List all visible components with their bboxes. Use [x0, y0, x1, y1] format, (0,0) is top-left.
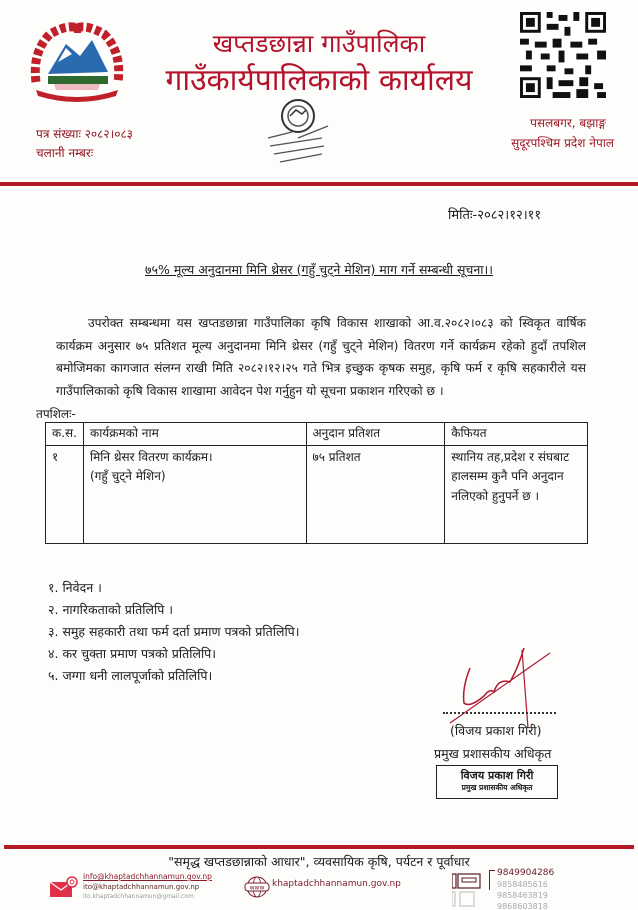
header-program-name: कार्यक्रमको नाम — [83, 423, 306, 446]
email-link-2[interactable]: ito@khaptadchhannamun.gov.np — [83, 883, 200, 891]
cell-remarks: स्थानिय तह,प्रदेश र संघबाट हालसम्म कुनै पनि अनुदान नलिएको हुनुपर्ने छ । — [445, 445, 588, 543]
signatory-role: प्रमुख प्रशासकीय अधिकृत — [434, 746, 552, 761]
document-item: २. नागरिकताको प्रतिलिपि । — [48, 602, 174, 617]
stamp-name: विजय प्रकाश गिरी — [460, 769, 534, 782]
email-icon — [50, 876, 78, 898]
office-seal-stamp-icon — [262, 94, 334, 174]
website-link[interactable]: khaptadchhannamun.gov.np — [272, 879, 401, 889]
details-label: तपशिलः- — [36, 407, 76, 421]
phone-number-3[interactable]: 9858463819 — [497, 891, 548, 900]
phone-number-2[interactable]: 9858485616 — [497, 880, 548, 889]
header-subsidy-percent: अनुदान प्रतिशत — [306, 423, 445, 446]
email-link-3[interactable]: ito.khaptadchhannamun@gmail.com — [83, 893, 194, 900]
address-line-2: सुदूरपश्चिम प्रदेश नेपाल — [511, 136, 614, 150]
document-item: ५. जग्गा धनी लालपूर्जाको प्रतिलिपि। — [48, 668, 213, 683]
footer-divider — [4, 845, 634, 849]
svg-text:www: www — [249, 884, 265, 892]
program-line-2: (गहुँ चुट्ने मेशिन) — [89, 469, 166, 483]
table-header-row — [46, 423, 588, 446]
notice-body — [56, 312, 586, 402]
municipality-name: खप्तडछान्ना गाउँपालिका — [212, 29, 426, 58]
signature-icon — [440, 648, 560, 728]
fax-phone-icon — [452, 872, 484, 908]
notice-subject: ७५% मूल्य अनुदानमा मिनि थ्रेसर (गहुँ चुट्ने मेशिन) माग गर्ने सम्बन्धी सूचना।। — [144, 262, 494, 277]
cell-sn: १ — [46, 445, 84, 543]
footer-slogan: "समृद्ध खप्तडछान्नाको आधार", व्यवसायिक कृषि, पर्यटन र पूर्वाधार — [168, 854, 470, 869]
cell-percent: ७५ प्रतिशत — [306, 445, 445, 543]
document-item: ४. कर चुक्ता प्रमाण पत्रको प्रतिलिपि। — [48, 646, 217, 661]
header-sn: क.स. — [46, 423, 84, 446]
program-table — [45, 422, 588, 544]
footer-emails — [83, 872, 212, 902]
office-name: गाउँकार्यपालिकाको कार्यालय — [165, 63, 473, 98]
signatory-name: (विजय प्रकाश गिरी) — [450, 723, 542, 738]
stamp-role: प्रमुख प्रशासकीय अधिकृत — [461, 783, 533, 792]
signatory-stamp — [436, 765, 558, 799]
globe-www-icon — [244, 876, 270, 898]
notice-body-text: उपरोक्त सम्बन्धमा यस खप्तडछान्ना गाउँपालिका कृषि विकास शाखाको आ.व.२०८२।०८३ को स्विकृत वार्षिक कार्यक्रम अनुसार ७५ प्रतिशत मूल्य अनुदानमा मिनि थ्रेसर (गहुँ चुट्ने मेशिन) वितरण गर्ने कार्यक्रम रहेको हुदाँ तपशिल बमोजिमका कागजात संलग्न राखी मिति २०८२।१२।२५ गते भित्र इच्छुक कृषक समुह, कृषि फर्म र कृषि सहकारीले यस गाउँपालिकाको कृषि विकास शाखामा आवेदन पेश गर्नुहुन यो सूचना प्रकाशन गरिएको छ । — [56, 316, 586, 398]
phone-bracket — [489, 870, 495, 890]
qr-code-icon — [520, 12, 606, 98]
document-item: ३. समुह सहकारी तथा फर्म दर्ता प्रमाण पत्रको प्रतिलिपि। — [48, 624, 300, 639]
letter-number: पत्र संख्याः २०८२।०८३ — [36, 127, 133, 141]
dispatch-number: चलानी नम्बरः — [36, 146, 94, 160]
document-item: १. निवेदन । — [48, 580, 102, 595]
header-divider — [0, 182, 638, 186]
table-row — [46, 445, 588, 543]
date: मितिः-२०८२।१२।११ — [448, 208, 542, 223]
email-link-1[interactable]: info@khaptadchhannamun.gov.np — [83, 872, 212, 881]
phone-number-1[interactable]: 9849904286 — [497, 868, 555, 878]
address-line-1: पसलबगर, बझाङ्ग — [530, 116, 606, 130]
signature-line — [443, 712, 556, 714]
required-documents-list — [48, 577, 300, 687]
phone-number-4[interactable]: 9868603818 — [497, 902, 548, 910]
cell-program — [83, 445, 306, 543]
program-line-1: मिनि थ्रेसर वितरण कार्यक्रम। — [89, 449, 213, 464]
footer-phones — [497, 868, 554, 910]
header-remarks: कैफियत — [445, 423, 588, 446]
